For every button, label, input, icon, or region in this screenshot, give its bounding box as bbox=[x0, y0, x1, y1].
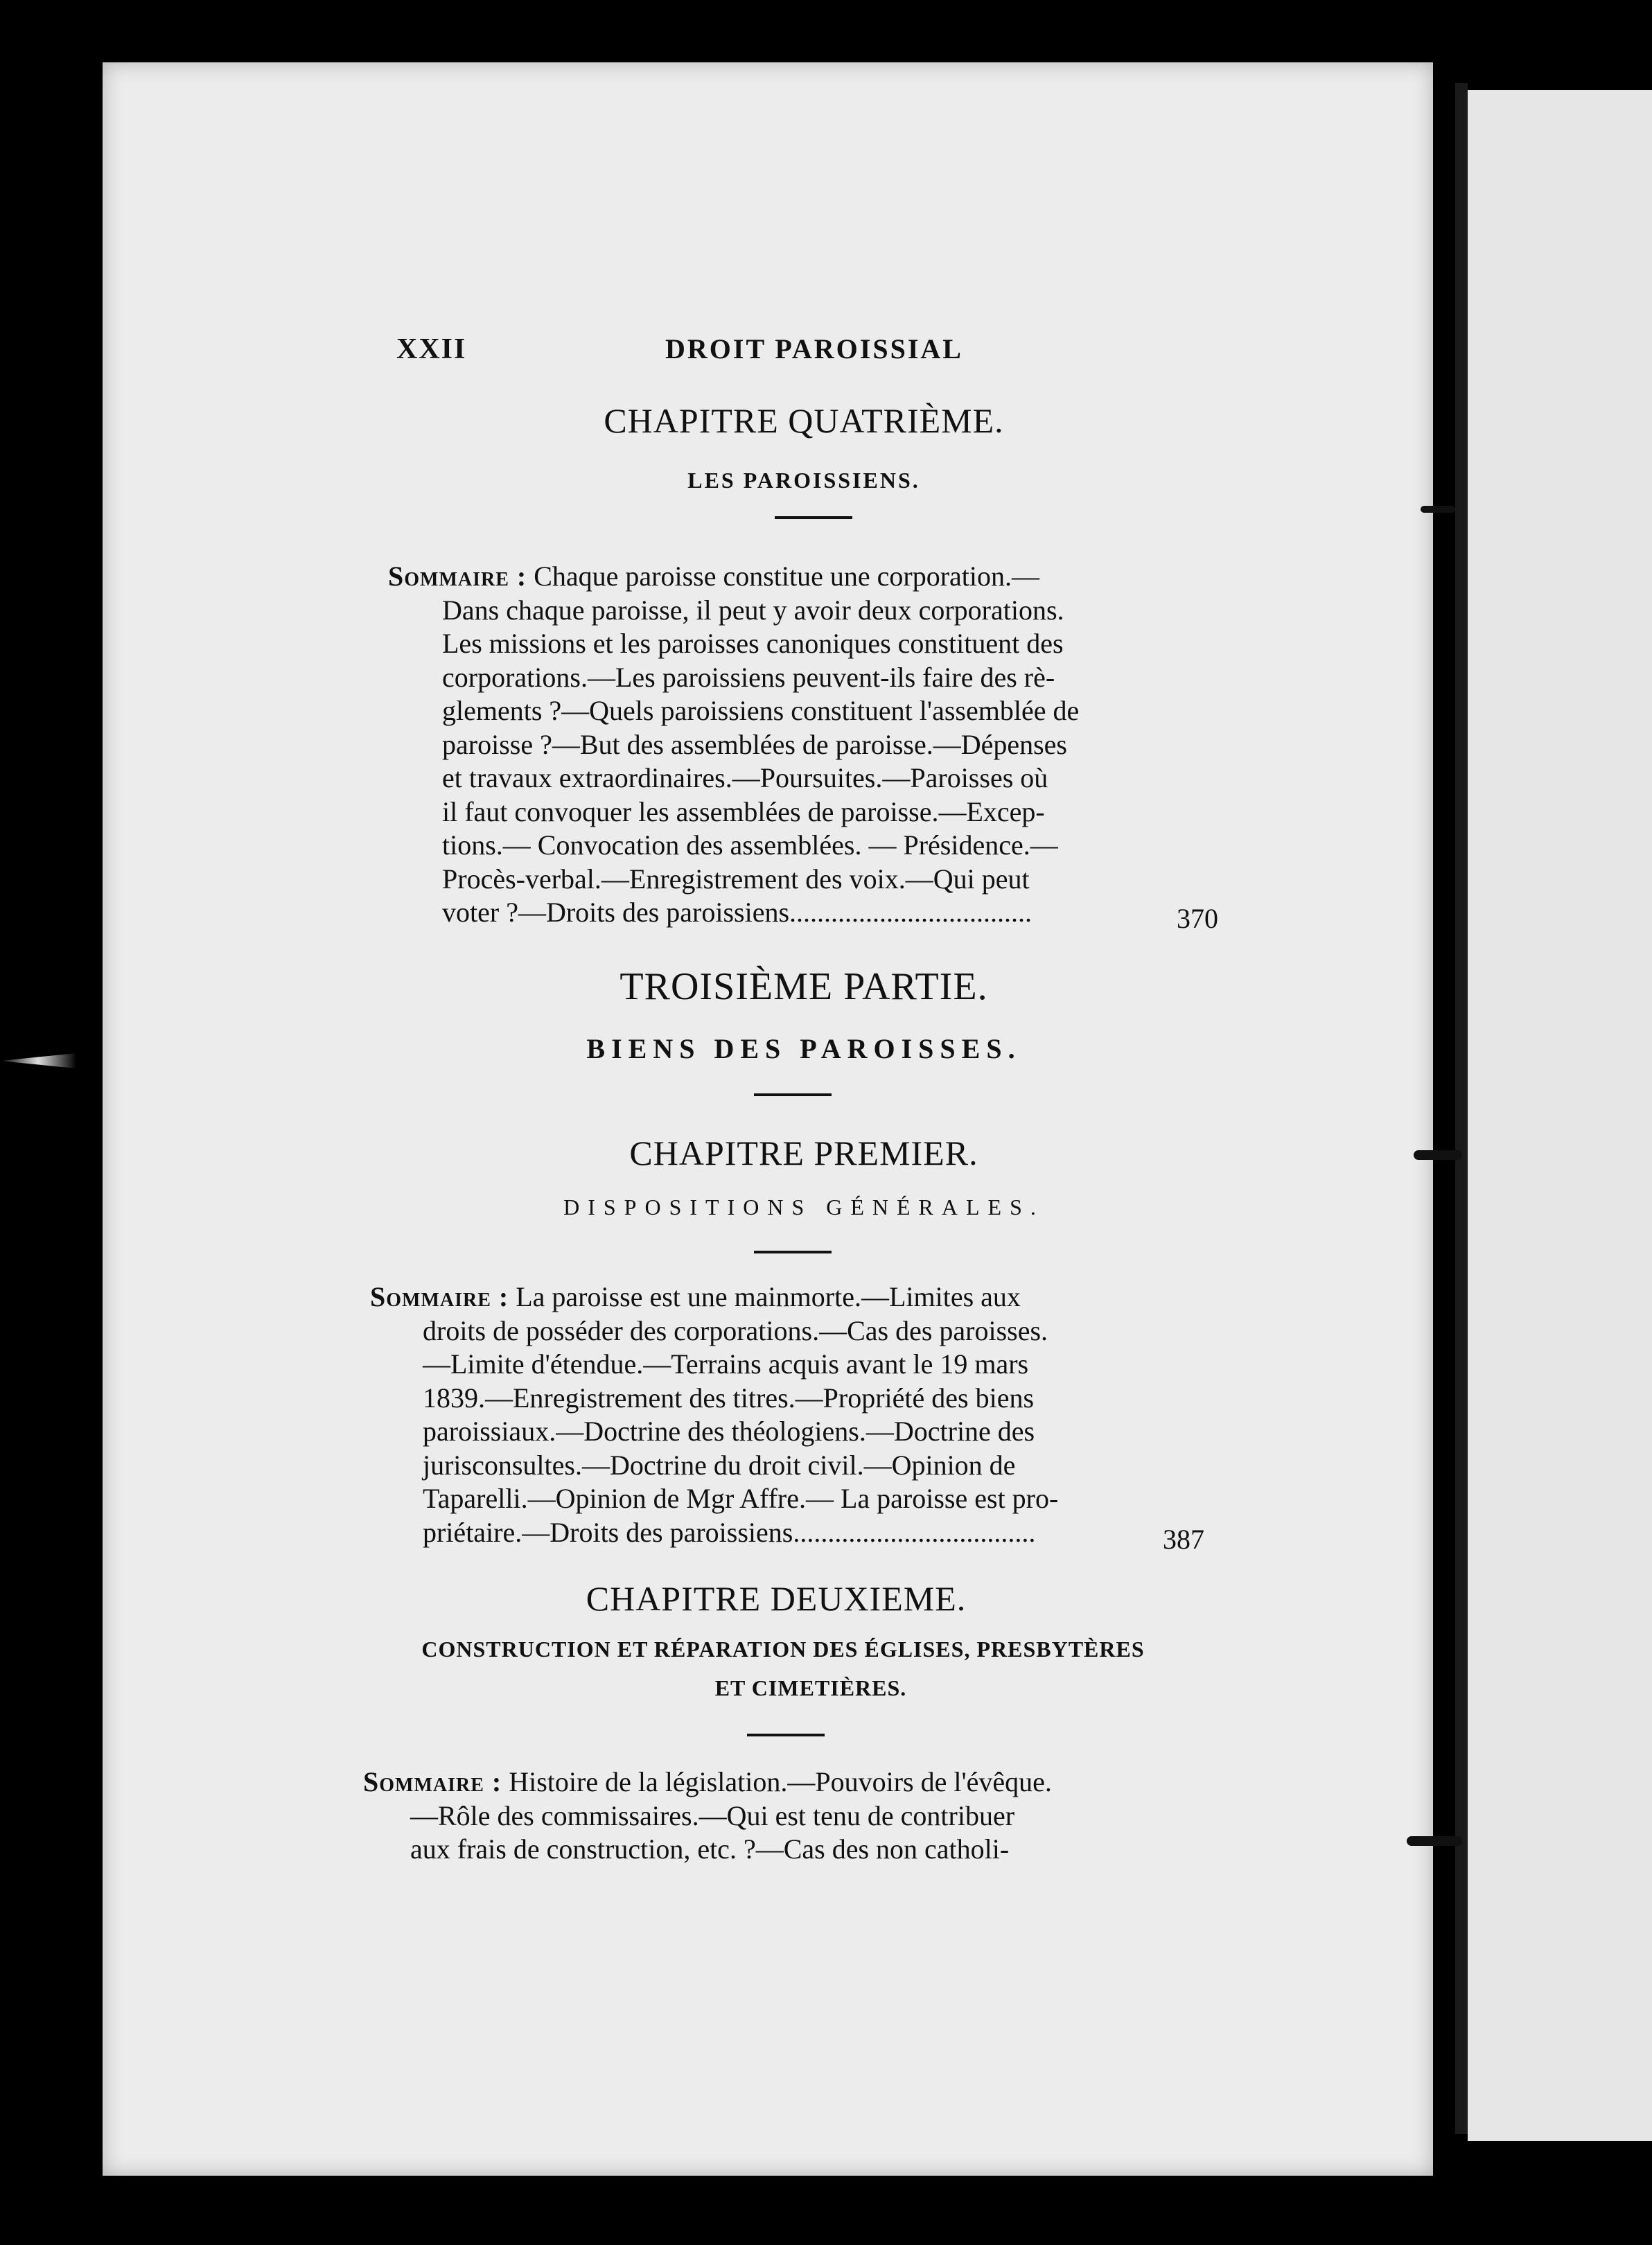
summary-line: et travaux extraordinaires.—Poursuites.—Paroisses où bbox=[442, 762, 1048, 793]
summary-line: paroissiaux.—Doctrine des théologiens.—Doctrine des bbox=[423, 1416, 1035, 1447]
summary-line: —Limite d'étendue.—Terrains acquis avant le 19 mars bbox=[423, 1348, 1029, 1380]
summary-line: Sommaire : Chaque paroisse constitue une corporation.— bbox=[388, 561, 1040, 592]
summary-line: jurisconsultes.—Doctrine du droit civil.—Opinion de bbox=[423, 1449, 1016, 1481]
page-reference: 370 bbox=[1177, 903, 1218, 934]
summary-line: Dans chaque paroisse, il peut y avoir deux corporations. bbox=[442, 594, 1064, 626]
summary-line: Procès-verbal.—Enregistrement des voix.—Qui peut bbox=[442, 863, 1030, 895]
chapter-subtitle: ET CIMETIÈRES. bbox=[714, 1675, 907, 1700]
chapter-subtitle: DISPOSITIONS GÉNÉRALES. bbox=[563, 1195, 1044, 1220]
summary-label: Sommaire : bbox=[370, 1281, 509, 1312]
section-rule bbox=[754, 1093, 832, 1096]
section-rule bbox=[747, 1734, 825, 1736]
facing-page bbox=[1468, 90, 1652, 2141]
summary-line: Sommaire : Histoire de la législation.—Pouvoirs de l'évêque. bbox=[363, 1766, 1052, 1797]
section-rule bbox=[754, 1251, 832, 1253]
summary-label: Sommaire : bbox=[388, 561, 527, 592]
chapter-title: CHAPITRE QUATRIÈME. bbox=[604, 401, 1004, 440]
summary-line: corporations.—Les paroissiens peuvent-ils faire des rè- bbox=[442, 661, 1055, 693]
binding-mark bbox=[1407, 1836, 1462, 1846]
summary-line: Sommaire : La paroisse est une mainmorte.—Limites aux bbox=[370, 1281, 1021, 1312]
summary-line: glements ?—Quels paroissiens constituent l'assemblée de bbox=[442, 695, 1080, 726]
summary-line: priétaire.—Droits des paroissiens................................... bbox=[423, 1516, 1036, 1548]
chapter-title: CHAPITRE PREMIER. bbox=[629, 1134, 978, 1172]
part-title: TROISIÈME PARTIE. bbox=[620, 965, 988, 1008]
binding-mark bbox=[1421, 506, 1455, 513]
summary-line: aux frais de construction, etc. ?—Cas des non catholi- bbox=[410, 1833, 1010, 1865]
chapter-summary bbox=[363, 1766, 1132, 1867]
summary-line: 1839.—Enregistrement des titres.—Propriété des biens bbox=[423, 1382, 1035, 1414]
chapter-title: CHAPITRE DEUXIEME. bbox=[586, 1579, 967, 1618]
chapter-subtitle: CONSTRUCTION ET RÉPARATION DES ÉGLISES, PRESBYTÈRES bbox=[421, 1637, 1145, 1662]
page-folio: XXII bbox=[396, 333, 467, 365]
page-tab-mark bbox=[0, 1053, 76, 1068]
summary-line: il faut convoquer les assemblées de paroisse.—Excep- bbox=[442, 795, 1045, 827]
summary-line: droits de posséder des corporations.—Cas des paroisses. bbox=[423, 1314, 1048, 1346]
running-title: DROIT PAROISSIAL bbox=[665, 333, 963, 364]
page-edge-shadow bbox=[1455, 83, 1468, 2134]
summary-line: paroisse ?—But des assemblées de paroisse.—Dépenses bbox=[442, 728, 1067, 760]
part-subtitle: BIENS DES PAROISSES. bbox=[586, 1033, 1021, 1064]
section-rule bbox=[775, 516, 852, 519]
summary-line: tions.— Convocation des assemblées. — Présidence.— bbox=[442, 829, 1058, 861]
binding-mark bbox=[1414, 1150, 1462, 1160]
summary-line: Taparelli.—Opinion de Mgr Affre.— La paroisse est pro- bbox=[423, 1483, 1059, 1514]
page-reference: 387 bbox=[1163, 1524, 1204, 1555]
summary-line: Les missions et les paroisses canoniques constituent des bbox=[442, 628, 1064, 659]
summary-label: Sommaire : bbox=[363, 1766, 502, 1797]
summary-line: —Rôle des commissaires.—Qui est tenu de contribuer bbox=[410, 1799, 1015, 1831]
chapter-subtitle: LES PAROISSIENS. bbox=[687, 468, 920, 493]
chapter-summary bbox=[370, 1280, 1132, 1549]
summary-line: voter ?—Droits des paroissiens................................... bbox=[442, 897, 1032, 928]
chapter-summary bbox=[388, 560, 1148, 930]
